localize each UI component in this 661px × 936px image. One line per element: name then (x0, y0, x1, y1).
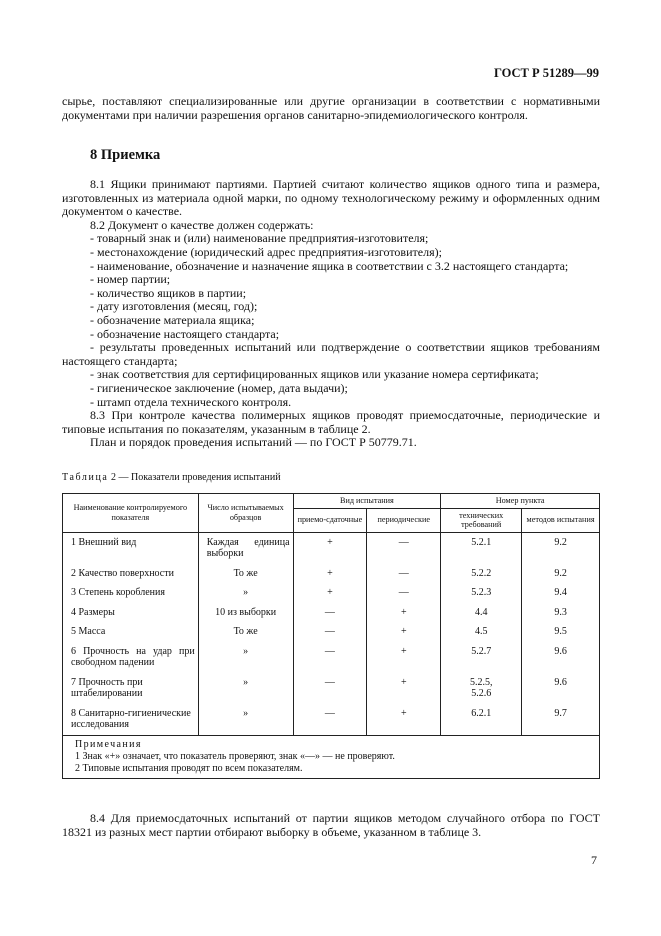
section-title: 8 Приемка (90, 147, 161, 163)
list-item: - обозначение настоящего стандарта; (90, 326, 280, 341)
cell-methods: 9.2 (522, 564, 600, 584)
list-item: - товарный знак и (или) наименование предприятия-изготовителя; (90, 231, 429, 246)
list-item: - дату изготовления (месяц, год); (90, 299, 258, 314)
table-row (63, 564, 600, 584)
header-name: Наименование контролируемого показателя (63, 494, 199, 533)
header-periodic: периодические (367, 508, 441, 532)
table-row (63, 532, 600, 564)
cell-count: 10 из выборки (198, 603, 293, 623)
cell-name: 4 Размеры (63, 603, 199, 623)
cell-tech: 4.4 (441, 603, 522, 623)
paragraph-8-3: 8.3 При контроле качества полимерных ящиков проводят приемосдаточные, периодические и типовые испытания по показателям, указанным в таблице 2. (62, 408, 600, 436)
table-caption (62, 472, 281, 483)
cell-count: » (198, 583, 293, 603)
cell-acceptance: — (293, 673, 367, 704)
cell-periodic: — (367, 583, 441, 603)
paragraph-plan: План и порядок проведения испытаний — по ГОСТ Р 50779.71. (90, 435, 417, 450)
list-item: - штамп отдела технического контроля. (90, 394, 292, 409)
cell-name: 7 Прочность при штабелировании (63, 673, 199, 704)
cell-count: » (198, 704, 293, 736)
table-row (63, 583, 600, 603)
table-row (63, 642, 600, 673)
table-caption-text: 2 — Показатели проведения испытаний (108, 472, 281, 483)
cell-count: » (198, 673, 293, 704)
document-header: ГОСТ Р 51289—99 (493, 66, 599, 80)
cell-periodic: + (367, 642, 441, 673)
cell-periodic: — (367, 564, 441, 584)
header-count: Число испытываемых образцов (198, 494, 293, 533)
cell-acceptance: — (293, 704, 367, 736)
header-kind: Вид испытания (293, 494, 441, 509)
cell-periodic: + (367, 622, 441, 642)
list-item: - результаты проведенных испытаний или подтверждение о соответствии ящиков требованиям настоящего стандарта; (62, 340, 600, 368)
cell-periodic: + (367, 673, 441, 704)
cell-acceptance: + (293, 583, 367, 603)
notes-title: Примечания (75, 738, 142, 750)
paragraph-8-1: 8.1 Ящики принимают партиями. Партией считают количество ящиков одного типа и размера, изготовленных из материала одной марки, по одному технологическому режиму и оформленных одним документом о качестве. (62, 177, 600, 219)
paragraph-8-4: 8.4 Для приемосдаточных испытаний от партии ящиков методом случайного отбора по ГОСТ 18321 из разных мест партии отбирают выборку в объеме, указанном в таблице 3. (62, 811, 600, 839)
cell-count: » (198, 642, 293, 673)
cell-acceptance: — (293, 642, 367, 673)
section-body-continued (62, 812, 600, 839)
cell-methods: 9.3 (522, 603, 600, 623)
cell-acceptance: — (293, 603, 367, 623)
paragraph-8-2: 8.2 Документ о качестве должен содержать: (90, 217, 314, 232)
table-row (63, 603, 600, 623)
cell-periodic: — (367, 532, 441, 564)
header-acceptance: приемо-сдаточные (293, 508, 367, 532)
cell-tech: 5.2.5, 5.2.6 (441, 673, 522, 704)
list-item: - наименование, обозначение и назначение ящика в соответствии с 3.2 настоящего стандарта; (90, 258, 569, 273)
section-body (62, 178, 600, 450)
cell-methods: 9.5 (522, 622, 600, 642)
cell-count: То же (198, 564, 293, 584)
list-item: - обозначение материала ящика; (90, 312, 255, 327)
header-point: Номер пункта (441, 494, 600, 509)
list-item: - количество ящиков в партии; (90, 285, 247, 300)
cell-tech: 4.5 (441, 622, 522, 642)
cell-methods: 9.4 (522, 583, 600, 603)
cell-tech: 6.2.1 (441, 704, 522, 736)
cell-acceptance: + (293, 564, 367, 584)
cell-name: 8 Санитарно-гигиенические исследования (63, 704, 199, 736)
intro-paragraph: сырье, поставляют специализированные или другие организации в соответствии с нормативными документами при наличии разрешения органов санитарно-эпидемиологического контроля. (62, 94, 600, 122)
table-caption-label: Таблица (62, 472, 109, 483)
cell-periodic: + (367, 603, 441, 623)
tests-table (62, 493, 600, 779)
cell-tech: 5.2.2 (441, 564, 522, 584)
cell-count: То же (198, 622, 293, 642)
list-item: - местонахождение (юридический адрес предприятия-изготовителя); (90, 244, 442, 259)
cell-tech: 5.2.3 (441, 583, 522, 603)
page-number: 7 (591, 853, 597, 867)
cell-tech: 5.2.1 (441, 532, 522, 564)
table-row (63, 673, 600, 704)
cell-name: 2 Качество поверхности (63, 564, 199, 584)
list-item: - гигиеническое заключение (номер, дата выдачи); (90, 380, 348, 395)
intro-text (62, 95, 600, 122)
cell-name: 6 Прочность на удар при свободном падении (63, 642, 199, 673)
cell-name: 1 Внешний вид (63, 532, 199, 564)
table-notes-row (63, 735, 600, 778)
table-notes (63, 735, 600, 778)
cell-methods: 9.6 (522, 673, 600, 704)
cell-methods: 9.6 (522, 642, 600, 673)
list-item: - знак соответствия для сертифицированных ящиков или указание номера сертификата; (90, 367, 539, 382)
cell-acceptance: + (293, 532, 367, 564)
cell-tech: 5.2.7 (441, 642, 522, 673)
header-methods: методов испытания (522, 508, 600, 532)
table-row (63, 622, 600, 642)
cell-methods: 9.7 (522, 704, 600, 736)
cell-name: 5 Масса (63, 622, 199, 642)
note-item: 1 Знак «+» означает, что показатель проверяют, знак «—» — не проверяют. (75, 750, 395, 762)
cell-methods: 9.2 (522, 532, 600, 564)
cell-count: Каждая единица выборки (198, 532, 293, 564)
list-item: - номер партии; (90, 272, 171, 287)
cell-name: 3 Степень коробления (63, 583, 199, 603)
cell-periodic: + (367, 704, 441, 736)
header-tech: технических требований (441, 508, 522, 532)
note-item: 2 Типовые испытания проводят по всем показателям. (75, 762, 303, 774)
cell-acceptance: — (293, 622, 367, 642)
table-row (63, 704, 600, 736)
